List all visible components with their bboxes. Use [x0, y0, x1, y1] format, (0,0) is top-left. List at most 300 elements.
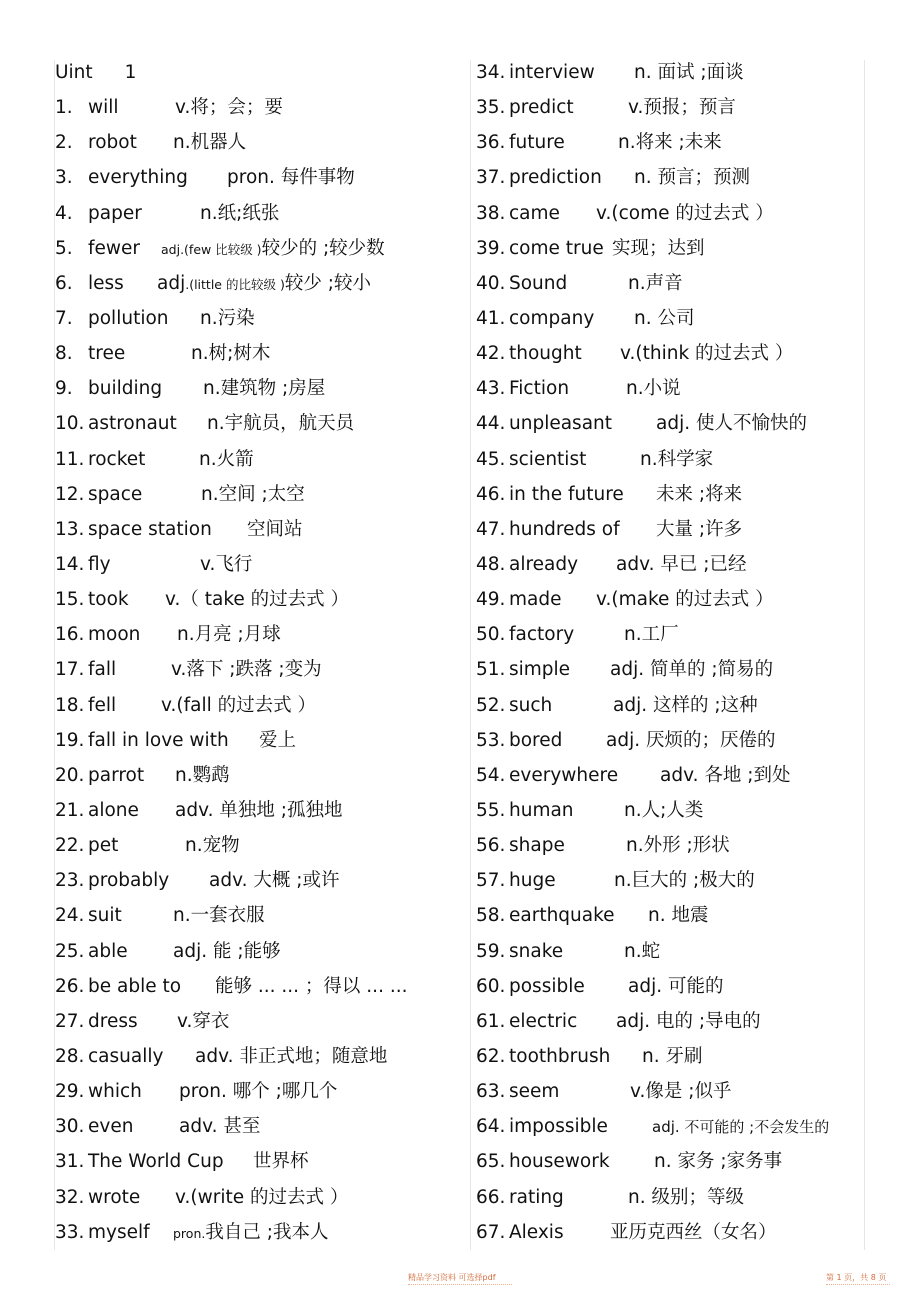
definition-text: v.(make 的过去式 ） [596, 589, 774, 611]
entry-number: 51. [476, 659, 506, 681]
vocab-entry [476, 934, 876, 969]
definition-text: adv. 单独地 ;孤独地 [175, 799, 343, 821]
entry-word: snake [509, 940, 564, 962]
definition-text: pron. 每件事物 [227, 167, 355, 189]
entry-word: electric [509, 1010, 578, 1032]
definition-text: 实现；达到 [612, 237, 705, 259]
definition-text: n.工厂 [624, 624, 679, 646]
vocab-entry [476, 125, 876, 160]
entry-number: 12. [55, 483, 85, 505]
entry-number: 60. [476, 975, 506, 997]
vocab-entry [476, 266, 876, 301]
entry-definition [200, 196, 279, 231]
entry-number: 9. [55, 378, 73, 400]
entry-definition [628, 90, 736, 125]
entry-word: The World Cup [88, 1151, 224, 1173]
vocab-entry [476, 406, 876, 441]
entry-definition [656, 512, 742, 547]
vocab-entry [476, 301, 876, 336]
entry-definition [201, 477, 305, 512]
entry-number: 22. [55, 835, 85, 857]
vocab-entry [476, 336, 876, 371]
entry-number: 41. [476, 307, 506, 329]
entry-word: space station [88, 518, 212, 540]
definition-text: n.纸;纸张 [200, 202, 280, 224]
entry-word: such [509, 694, 553, 716]
definition-text: v.像是 ;似乎 [630, 1081, 732, 1103]
vocab-entry [55, 1004, 465, 1039]
entry-word: myself [88, 1221, 150, 1243]
vocab-entry [55, 406, 465, 441]
vocab-entry [55, 1144, 465, 1179]
entry-word: made [509, 589, 562, 611]
entry-word: paper [88, 202, 142, 224]
entry-word: human [509, 799, 574, 821]
entry-definition [165, 582, 349, 617]
entry-definition [654, 1144, 782, 1179]
vocab-entry [476, 758, 876, 793]
entry-definition [626, 828, 730, 863]
vocab-entry [55, 231, 465, 266]
entry-number: 64. [476, 1116, 506, 1138]
entry-number: 37. [476, 167, 506, 189]
vocab-entry [55, 266, 465, 301]
entry-word: took [88, 589, 129, 611]
definition-text: pron. 哪个 ;哪几个 [179, 1081, 338, 1103]
vocab-entry [476, 371, 876, 406]
entry-definition [610, 652, 773, 687]
entry-word: Fiction [509, 378, 570, 400]
entry-definition [620, 336, 793, 371]
entry-number: 48. [476, 553, 506, 575]
entry-word: future [509, 132, 565, 154]
entry-definition [175, 90, 283, 125]
entry-word: Sound [509, 272, 568, 294]
entry-definition [660, 758, 790, 793]
vocab-entry [55, 512, 465, 547]
vocab-entry [55, 1215, 465, 1250]
entry-number: 16. [55, 624, 85, 646]
vocab-entry [476, 688, 876, 723]
definition-text: adj. 这样的 ;这种 [613, 694, 758, 716]
vocab-entry [55, 1109, 465, 1144]
entry-definition [171, 652, 322, 687]
right-vocabulary-column [476, 55, 876, 1250]
entry-number: 31. [55, 1151, 85, 1173]
entry-word: interview [509, 62, 595, 83]
entry-definition [259, 723, 296, 758]
vocab-entry [55, 442, 465, 477]
entry-number: 15. [55, 589, 85, 611]
entry-word: in the future [509, 483, 624, 505]
entry-word: which [88, 1081, 142, 1103]
entry-number: 54. [476, 764, 506, 786]
definition-text: v.将；会；要 [175, 97, 283, 119]
definition-text: adv. 甚至 [179, 1116, 261, 1138]
entry-word: already [509, 553, 579, 575]
entry-word: be able to [88, 975, 182, 997]
entry-number: 67. [476, 1221, 506, 1243]
left-vocabulary-column [55, 55, 465, 1250]
entry-number: 25. [55, 940, 85, 962]
entry-number: 38. [476, 202, 506, 224]
unit-number: 1 [124, 62, 137, 83]
entry-definition [616, 547, 746, 582]
entry-definition [203, 371, 325, 406]
entry-number: 17. [55, 659, 85, 681]
entry-number: 30. [55, 1116, 85, 1138]
vocab-entry [55, 688, 465, 723]
vocab-entry [476, 1039, 876, 1074]
entry-number: 5. [55, 237, 73, 259]
entry-word: huge [509, 870, 556, 892]
definition-text: n. 地震 [648, 905, 709, 927]
definition-text: 亚历克西丝（女名） [610, 1221, 777, 1243]
entry-definition [640, 442, 713, 477]
definition-text: n. 面试 ;面谈 [634, 62, 744, 83]
vocab-entry [476, 477, 876, 512]
entry-definition [200, 301, 255, 336]
definition-text: n.小说 [626, 378, 681, 400]
entry-word: parrot [88, 764, 145, 786]
vocab-entry [476, 863, 876, 898]
definition-note: pron. [173, 1225, 206, 1241]
entry-word: less [88, 272, 124, 294]
vocab-entry [476, 1144, 876, 1179]
unit-heading [55, 55, 465, 90]
entry-definition [624, 617, 679, 652]
vocab-entry [55, 547, 465, 582]
entry-word: fell [88, 694, 117, 716]
vocab-entry [476, 652, 876, 687]
entry-word: dress [88, 1010, 138, 1032]
entry-definition [634, 160, 750, 195]
vocab-entry [55, 652, 465, 687]
entry-definition [209, 863, 339, 898]
entry-definition [157, 266, 371, 302]
vocab-entry [476, 90, 876, 125]
vocab-entry [476, 442, 876, 477]
vocab-entry [55, 477, 465, 512]
entry-definition [199, 442, 254, 477]
definition-note: .(little 的比较级 ) [185, 276, 285, 292]
definition-text: 能够 ... ... ；得以 ... ... [215, 975, 408, 997]
entry-word: wrote [88, 1186, 141, 1208]
vocab-entry [55, 1180, 465, 1215]
entry-number: 58. [476, 905, 506, 927]
entry-word: shape [509, 835, 565, 857]
definition-text: 大量 ;许多 [656, 518, 743, 540]
definition-text: n.宠物 [185, 835, 240, 857]
entry-number: 18. [55, 694, 85, 716]
vocab-entry [55, 934, 465, 969]
entry-number: 33. [55, 1221, 85, 1243]
entry-number: 6. [55, 272, 73, 294]
entry-number: 65. [476, 1151, 506, 1173]
definition-text: n.外形 ;形状 [626, 835, 730, 857]
entry-number: 11. [55, 448, 85, 470]
definition-text: n. 预言；预测 [634, 167, 750, 189]
vocab-entry [476, 160, 876, 195]
entry-definition [628, 969, 723, 1004]
entry-number: 59. [476, 940, 506, 962]
vocab-entry [55, 793, 465, 828]
definition-text: n.建筑物 ;房屋 [203, 378, 326, 400]
vocab-entry [55, 898, 465, 933]
entry-word: astronaut [88, 413, 177, 435]
entry-number: 27. [55, 1010, 85, 1032]
vocab-entry [55, 196, 465, 231]
entry-word: Alexis [509, 1221, 564, 1243]
entry-word: everything [88, 167, 188, 189]
vocab-entry [476, 898, 876, 933]
entry-number: 42. [476, 343, 506, 365]
entry-word: possible [509, 975, 585, 997]
vocab-entry [476, 547, 876, 582]
entry-word: hundreds of [509, 518, 620, 540]
vocab-entry [476, 617, 876, 652]
entry-definition [624, 934, 660, 969]
definition-text: adv. 早已 ;已经 [616, 553, 747, 575]
definition-pos: adj [157, 272, 186, 294]
entry-definition [613, 688, 758, 723]
entry-number: 28. [55, 1045, 85, 1067]
entry-word: impossible [509, 1116, 608, 1138]
entry-definition [616, 1004, 761, 1039]
entry-word: casually [88, 1045, 164, 1067]
vocab-entry [55, 617, 465, 652]
entry-word: everywhere [509, 764, 619, 786]
entry-word: will [88, 97, 119, 119]
entry-number: 57. [476, 870, 506, 892]
entry-definition [624, 793, 703, 828]
definition-text: adv. 大概 ;或许 [209, 870, 340, 892]
entry-definition [191, 336, 270, 371]
entry-number: 36. [476, 132, 506, 154]
entry-definition [175, 793, 342, 828]
vocab-entry [55, 828, 465, 863]
definition-text: n. 公司 [634, 307, 695, 329]
vocab-entry [476, 582, 876, 617]
entry-number: 19. [55, 729, 85, 751]
entry-word: space [88, 483, 143, 505]
entry-word: bored [509, 729, 563, 751]
vocab-entry [55, 371, 465, 406]
entry-word: building [88, 378, 163, 400]
entry-number: 52. [476, 694, 506, 716]
definition-text: n. 级别；等级 [628, 1186, 744, 1208]
definition-text: v.飞行 [200, 553, 253, 575]
entry-definition [612, 231, 705, 266]
entry-definition [606, 723, 775, 758]
entry-definition [173, 898, 265, 933]
definition-text: n.科学家 [640, 448, 714, 470]
definition-text: n.月亮 ;月球 [177, 624, 281, 646]
entry-number: 49. [476, 589, 506, 611]
definition-text: 我自己 ;我本人 [205, 1221, 329, 1243]
entry-definition [253, 1144, 309, 1179]
entry-word: company [509, 307, 595, 329]
entry-word: predict [509, 97, 574, 119]
vocab-entry [55, 758, 465, 793]
entry-number: 2. [55, 132, 73, 154]
entry-word: fall in love with [88, 729, 229, 751]
entry-word: robot [88, 132, 137, 154]
entry-definition [173, 1215, 328, 1251]
entry-definition [195, 1039, 387, 1074]
entry-definition [628, 266, 683, 301]
definition-text: n.宇航员，航天员 [207, 413, 355, 435]
entry-word: rocket [88, 448, 146, 470]
entry-number: 1. [55, 97, 73, 119]
definition-text: adj. 厌烦的；厌倦的 [606, 729, 776, 751]
entry-number: 7. [55, 307, 73, 329]
entry-number: 21. [55, 799, 85, 821]
definition-text: 空间站 [247, 518, 303, 540]
definition-text: v.(come 的过去式 ） [596, 202, 774, 224]
entry-definition [179, 1109, 260, 1144]
entry-word: scientist [509, 448, 587, 470]
entry-word: came [509, 202, 560, 224]
definition-text: v.(fall 的过去式 ） [161, 694, 317, 716]
definition-text: n.蛇 [624, 940, 661, 962]
entry-number: 8. [55, 343, 73, 365]
vocab-entry [55, 1039, 465, 1074]
entry-word: factory [509, 624, 575, 646]
entry-definition [161, 688, 316, 723]
entry-number: 4. [55, 202, 73, 224]
vocab-entry [476, 1004, 876, 1039]
vocab-entry [476, 512, 876, 547]
vocab-entry [476, 55, 876, 90]
entry-definition [185, 828, 240, 863]
vocab-entry [55, 582, 465, 617]
entry-definition [630, 1074, 732, 1109]
footer-source-note: 精品学习资料 可选择pdf [408, 1273, 496, 1282]
entry-word: come true [509, 237, 604, 259]
entry-word: alone [88, 799, 139, 821]
entry-word: rating [509, 1186, 564, 1208]
entry-definition [200, 547, 252, 582]
vocab-entry [476, 1215, 876, 1250]
definition-text: 较少的 ;较少数 [261, 237, 385, 259]
entry-number: 63. [476, 1081, 506, 1103]
entry-number: 50. [476, 624, 506, 646]
entry-word: pet [88, 835, 119, 857]
entry-word: able [88, 940, 128, 962]
entry-definition [247, 512, 303, 547]
definition-text: adv. 各地 ;到处 [660, 764, 791, 786]
definition-text: adj. 简单的 ;简易的 [610, 659, 774, 681]
entry-number: 46. [476, 483, 506, 505]
definition-text: n.声音 [628, 272, 683, 294]
vocab-entry [476, 1180, 876, 1215]
vocab-entry [55, 969, 465, 1004]
definition-text: adj. 电的 ;导电的 [616, 1010, 761, 1032]
entry-word: earthquake [509, 905, 615, 927]
definition-text: v.预报；预言 [628, 97, 736, 119]
entry-number: 56. [476, 835, 506, 857]
entry-word: unpleasant [509, 413, 613, 435]
entry-number: 14. [55, 553, 85, 575]
entry-number: 40. [476, 272, 506, 294]
definition-text: 世界杯 [253, 1151, 309, 1173]
entry-number: 29. [55, 1081, 85, 1103]
definition-text: n.空间 ;太空 [201, 483, 305, 505]
entry-number: 20. [55, 764, 85, 786]
entry-definition [175, 758, 230, 793]
entry-number: 61. [476, 1010, 506, 1032]
entry-word: toothbrush [509, 1045, 611, 1067]
entry-definition [634, 55, 744, 90]
column-divider-line [470, 60, 471, 1250]
vocab-entry [55, 723, 465, 758]
entry-number: 26. [55, 975, 85, 997]
vocab-entry [476, 969, 876, 1004]
vocab-entry [55, 90, 465, 125]
definition-text: n.污染 [200, 307, 255, 329]
entry-word: housework [509, 1151, 610, 1173]
entry-definition [634, 301, 695, 336]
definition-text: n. 家务 ;家务事 [654, 1151, 783, 1173]
entry-number: 35. [476, 97, 506, 119]
entry-number: 44. [476, 413, 506, 435]
entry-word: tree [88, 343, 126, 365]
definition-text: 较少 ;较小 [284, 272, 371, 294]
entry-number: 39. [476, 237, 506, 259]
definition-text: n.火箭 [199, 448, 254, 470]
entry-definition [596, 582, 774, 617]
entry-definition [596, 196, 774, 231]
vocab-entry [476, 793, 876, 828]
entry-definition [177, 617, 281, 652]
entry-number: 62. [476, 1045, 506, 1067]
entry-word: suit [88, 905, 122, 927]
entry-number: 10. [55, 413, 85, 435]
definition-text: adj. 使人不愉快的 [656, 413, 807, 435]
definition-text: adj. 能 ;能够 [173, 940, 281, 962]
vocab-entry [55, 125, 465, 160]
entry-word: thought [509, 343, 582, 365]
footer-dotted-rule-left [408, 1284, 512, 1285]
definition-note: adj.(few 比较级 ) [161, 241, 262, 257]
entry-number: 23. [55, 870, 85, 892]
definition-text: n. 牙刷 [642, 1045, 703, 1067]
entry-definition [614, 863, 755, 898]
entry-definition [642, 1039, 703, 1074]
definition-text: v.(write 的过去式 ） [175, 1186, 349, 1208]
definition-text: v.（ take 的过去式 ） [165, 589, 350, 611]
definition-note: adj. 不可能的 ;不会发生的 [652, 1118, 830, 1137]
vocab-entry [55, 863, 465, 898]
vocab-entry [476, 231, 876, 266]
entry-number: 3. [55, 167, 73, 189]
vocab-entry [55, 301, 465, 336]
entry-definition [652, 1109, 829, 1145]
entry-definition [628, 1180, 744, 1215]
entry-number: 66. [476, 1186, 506, 1208]
entry-definition [173, 934, 281, 969]
definition-text: n.将来 ;未来 [618, 132, 722, 154]
unit-title: Uint [55, 62, 93, 83]
vocab-entry [55, 1074, 465, 1109]
entry-definition [173, 125, 246, 160]
entry-word: fall [88, 659, 117, 681]
entry-word: pollution [88, 307, 169, 329]
vocab-entry [476, 828, 876, 863]
definition-text: 未来 ;将来 [656, 483, 743, 505]
vocab-entry [476, 723, 876, 758]
